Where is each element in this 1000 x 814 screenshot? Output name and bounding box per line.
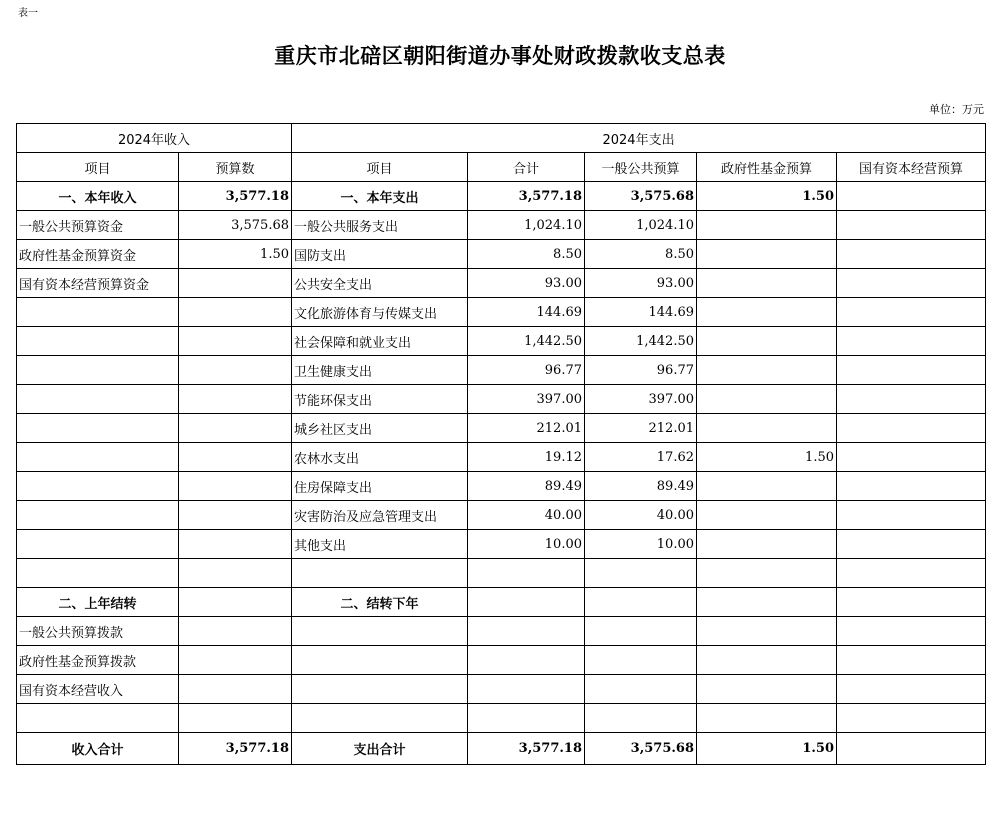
col-fund-budget: 政府性基金预算 — [697, 153, 837, 182]
row-fund-budget — [697, 356, 837, 385]
row-state-capital-budget — [837, 646, 986, 675]
row-expense-item: 二、结转下年 — [292, 588, 468, 617]
table-row — [17, 356, 986, 385]
row-general-budget: 397.00 — [585, 385, 697, 414]
row-income-item: 国有资本经营预算资金 — [17, 269, 179, 298]
row-fund-budget — [697, 617, 837, 646]
row-fund-budget — [697, 675, 837, 704]
row-income-budget: 3,577.18 — [179, 182, 292, 211]
row-expense-item — [292, 559, 468, 588]
row-total: 1,442.50 — [468, 327, 585, 356]
row-income-budget — [179, 530, 292, 559]
table-row — [17, 240, 986, 269]
row-fund-budget — [697, 530, 837, 559]
row-income-item — [17, 327, 179, 356]
row-state-capital-budget — [837, 675, 986, 704]
row-fund-budget — [697, 414, 837, 443]
row-fund-budget: 1.50 — [697, 182, 837, 211]
row-income-budget — [179, 269, 292, 298]
row-total — [468, 646, 585, 675]
row-income-item — [17, 385, 179, 414]
row-expense-item: 公共安全支出 — [292, 269, 468, 298]
page-title: 重庆市北碚区朝阳街道办事处财政拨款收支总表 — [274, 44, 726, 68]
row-state-capital-budget — [837, 559, 986, 588]
row-income-budget: 3,577.18 — [179, 733, 292, 765]
row-income-budget — [179, 675, 292, 704]
row-total: 212.01 — [468, 414, 585, 443]
row-expense-item — [292, 617, 468, 646]
row-income-budget — [179, 356, 292, 385]
col-general-budget: 一般公共预算 — [585, 153, 697, 182]
row-income-budget — [179, 414, 292, 443]
row-total: 19.12 — [468, 443, 585, 472]
row-general-budget: 8.50 — [585, 240, 697, 269]
row-state-capital-budget — [837, 298, 986, 327]
row-expense-item: 社会保障和就业支出 — [292, 327, 468, 356]
row-expense-item — [292, 675, 468, 704]
row-expense-item: 文化旅游体育与传媒支出 — [292, 298, 468, 327]
row-state-capital-budget — [837, 414, 986, 443]
table-row — [17, 298, 986, 327]
row-fund-budget — [697, 646, 837, 675]
row-state-capital-budget — [837, 588, 986, 617]
row-income-item: 国有资本经营收入 — [17, 675, 179, 704]
row-income-budget — [179, 588, 292, 617]
fiscal-summary-table — [16, 123, 986, 765]
row-general-budget: 144.69 — [585, 298, 697, 327]
row-income-budget — [179, 646, 292, 675]
total-row — [17, 733, 986, 765]
table-row — [17, 704, 986, 733]
section-header-row — [17, 124, 986, 153]
row-income-item — [17, 356, 179, 385]
row-state-capital-budget — [837, 501, 986, 530]
row-state-capital-budget — [837, 240, 986, 269]
row-total: 93.00 — [468, 269, 585, 298]
row-fund-budget — [697, 501, 837, 530]
row-income-item: 一、本年收入 — [17, 182, 179, 211]
row-income-item: 收入合计 — [17, 733, 179, 765]
row-income-item: 政府性基金预算拨款 — [17, 646, 179, 675]
table-row — [17, 327, 986, 356]
row-expense-item: 一般公共服务支出 — [292, 211, 468, 240]
row-income-budget — [179, 385, 292, 414]
row-income-budget — [179, 559, 292, 588]
row-income-budget — [179, 617, 292, 646]
row-fund-budget — [697, 559, 837, 588]
row-total — [468, 704, 585, 733]
row-fund-budget — [697, 588, 837, 617]
row-income-item — [17, 414, 179, 443]
col-total: 合计 — [468, 153, 585, 182]
row-state-capital-budget — [837, 385, 986, 414]
col-expense-item: 项目 — [292, 153, 468, 182]
row-expense-item: 农林水支出 — [292, 443, 468, 472]
row-general-budget — [585, 588, 697, 617]
col-state-capital-budget: 国有资本经营预算 — [837, 153, 986, 182]
row-expense-item: 其他支出 — [292, 530, 468, 559]
row-total: 8.50 — [468, 240, 585, 269]
row-general-budget — [585, 675, 697, 704]
table-row — [17, 414, 986, 443]
row-income-budget — [179, 501, 292, 530]
row-state-capital-budget — [837, 356, 986, 385]
row-state-capital-budget — [837, 443, 986, 472]
row-total — [468, 617, 585, 646]
row-state-capital-budget — [837, 733, 986, 765]
row-expense-item — [292, 646, 468, 675]
column-header-row — [17, 153, 986, 182]
row-total: 96.77 — [468, 356, 585, 385]
row-general-budget: 93.00 — [585, 269, 697, 298]
row-income-item: 二、上年结转 — [17, 588, 179, 617]
row-total: 10.00 — [468, 530, 585, 559]
row-general-budget: 1,442.50 — [585, 327, 697, 356]
row-state-capital-budget — [837, 182, 986, 211]
row-total — [468, 588, 585, 617]
row-general-budget — [585, 646, 697, 675]
row-income-budget: 3,575.68 — [179, 211, 292, 240]
row-total: 89.49 — [468, 472, 585, 501]
row-total: 144.69 — [468, 298, 585, 327]
row-expense-item: 灾害防治及应急管理支出 — [292, 501, 468, 530]
row-total — [468, 675, 585, 704]
col-income-item: 项目 — [17, 153, 179, 182]
row-expense-item: 节能环保支出 — [292, 385, 468, 414]
row-expense-item: 支出合计 — [292, 733, 468, 765]
row-general-budget: 17.62 — [585, 443, 697, 472]
row-fund-budget — [697, 211, 837, 240]
table-row — [17, 588, 986, 617]
row-income-budget: 1.50 — [179, 240, 292, 269]
table-row — [17, 182, 986, 211]
row-fund-budget: 1.50 — [697, 443, 837, 472]
row-total — [468, 559, 585, 588]
table-number: 表一 — [18, 8, 38, 19]
row-expense-item — [292, 704, 468, 733]
row-expense-item: 一、本年支出 — [292, 182, 468, 211]
row-total: 397.00 — [468, 385, 585, 414]
row-income-budget — [179, 327, 292, 356]
row-state-capital-budget — [837, 327, 986, 356]
expense-section-header: 2024年支出 — [292, 124, 986, 153]
table-row — [17, 559, 986, 588]
row-expense-item: 国防支出 — [292, 240, 468, 269]
row-state-capital-budget — [837, 530, 986, 559]
row-fund-budget — [697, 472, 837, 501]
table-row — [17, 646, 986, 675]
row-general-budget: 3,575.68 — [585, 733, 697, 765]
table-row — [17, 269, 986, 298]
table-row — [17, 211, 986, 240]
row-income-budget — [179, 704, 292, 733]
row-total: 3,577.18 — [468, 733, 585, 765]
row-general-budget: 40.00 — [585, 501, 697, 530]
row-general-budget — [585, 704, 697, 733]
row-income-budget — [179, 298, 292, 327]
row-expense-item: 城乡社区支出 — [292, 414, 468, 443]
row-general-budget: 212.01 — [585, 414, 697, 443]
row-total: 40.00 — [468, 501, 585, 530]
row-fund-budget — [697, 385, 837, 414]
row-state-capital-budget — [837, 704, 986, 733]
row-general-budget: 1,024.10 — [585, 211, 697, 240]
row-general-budget: 96.77 — [585, 356, 697, 385]
row-general-budget — [585, 617, 697, 646]
row-expense-item: 住房保障支出 — [292, 472, 468, 501]
row-income-item — [17, 530, 179, 559]
table-row — [17, 530, 986, 559]
row-state-capital-budget — [837, 617, 986, 646]
row-income-item — [17, 298, 179, 327]
row-fund-budget — [697, 269, 837, 298]
table-row — [17, 617, 986, 646]
row-income-budget — [179, 443, 292, 472]
row-income-item: 政府性基金预算资金 — [17, 240, 179, 269]
row-income-item: 一般公共预算拨款 — [17, 617, 179, 646]
row-income-budget — [179, 472, 292, 501]
table-row — [17, 443, 986, 472]
table-row — [17, 675, 986, 704]
row-fund-budget — [697, 298, 837, 327]
row-income-item — [17, 559, 179, 588]
row-fund-budget — [697, 327, 837, 356]
row-fund-budget: 1.50 — [697, 733, 837, 765]
income-section-header: 2024年收入 — [17, 124, 292, 153]
row-state-capital-budget — [837, 472, 986, 501]
row-general-budget: 89.49 — [585, 472, 697, 501]
row-state-capital-budget — [837, 211, 986, 240]
row-fund-budget — [697, 240, 837, 269]
row-income-item — [17, 501, 179, 530]
row-total: 3,577.18 — [468, 182, 585, 211]
row-general-budget: 10.00 — [585, 530, 697, 559]
col-income-budget: 预算数 — [179, 153, 292, 182]
row-income-item — [17, 472, 179, 501]
row-income-item — [17, 443, 179, 472]
row-general-budget: 3,575.68 — [585, 182, 697, 211]
row-income-item — [17, 704, 179, 733]
table-row — [17, 385, 986, 414]
row-income-item: 一般公共预算资金 — [17, 211, 179, 240]
row-fund-budget — [697, 704, 837, 733]
row-total: 1,024.10 — [468, 211, 585, 240]
row-general-budget — [585, 559, 697, 588]
unit-label: 单位：万元 — [929, 103, 984, 116]
row-expense-item: 卫生健康支出 — [292, 356, 468, 385]
row-state-capital-budget — [837, 269, 986, 298]
table-row — [17, 472, 986, 501]
table-row — [17, 501, 986, 530]
